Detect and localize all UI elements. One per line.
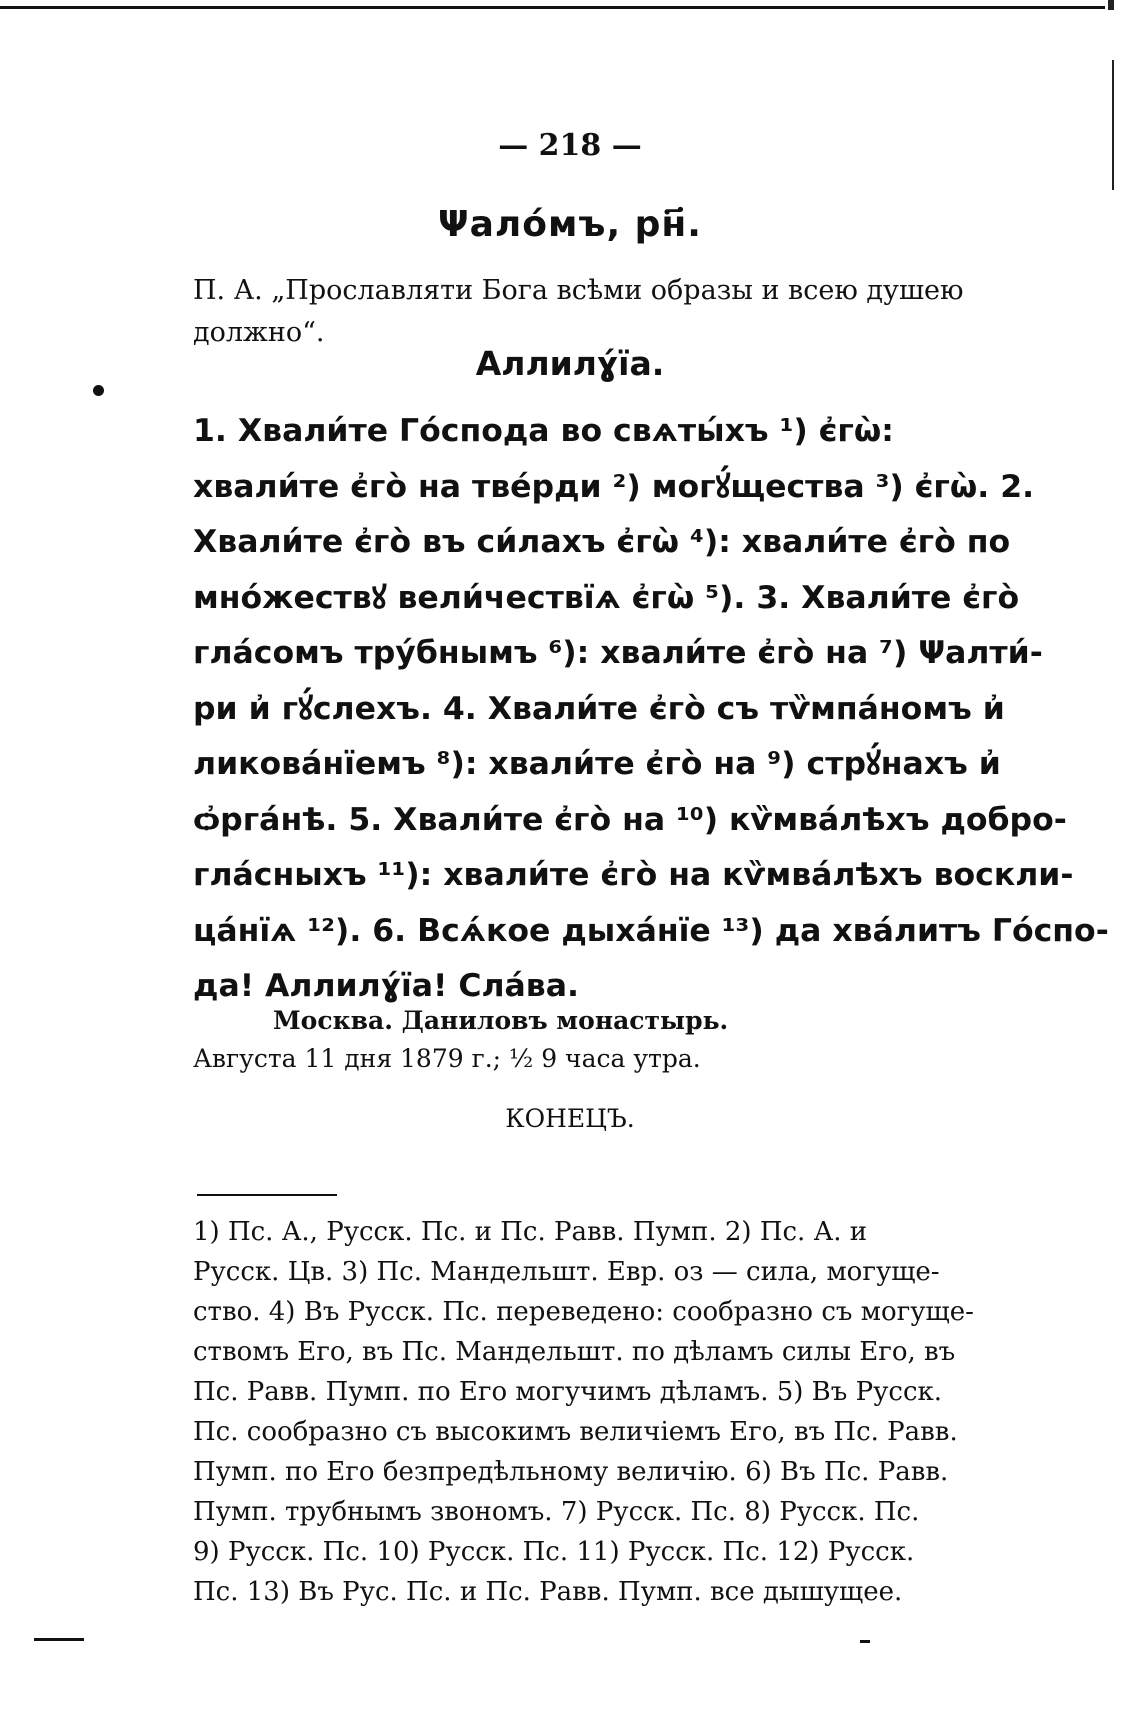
footnote-line: ствомъ Его, въ Пс. Мандельшт. по дѣламъ силы Его, въ [193, 1337, 956, 1367]
verse-line: Хвали́те є҆го̀ въ си́лахъ є҆гѡ̀ ⁴): хвали́те є҆го̀ по [193, 524, 1011, 560]
psalm-intro: П. А. „Прославляти Бога всѣми образы и всею душею должно“. [193, 275, 964, 348]
corner-mark [1108, 0, 1114, 10]
verse-line: 1. Хвали́те Го́спода во свѧты́хъ ¹) є҆гѡ̀: [193, 413, 894, 449]
colophon-date: Августа 11 дня 1879 г.; ½ 9 часа утра. [193, 1044, 701, 1073]
end-word: КОНЕЦЪ. [505, 1104, 635, 1133]
footnote-rule [197, 1194, 337, 1196]
footnote-line: Пумп. трубнымъ звономъ. 7) Русск. Пс. 8) Русск. Пс. [193, 1497, 920, 1527]
footnote-line: 9) Русск. Пс. 10) Русск. Пс. 11) Русск. Пс. 12) Русск. [193, 1537, 915, 1567]
bottom-tick [860, 1640, 870, 1643]
footnote-line: Русск. Цв. 3) Пс. Мандельшт. Евр. оз — сила, могуще- [193, 1257, 940, 1287]
verse-line: ликова́нїемъ ⁸): хвали́те є҆го̀ на ⁹) стрꙋ́нахъ и҆ [193, 746, 1001, 782]
footnotes [193, 1212, 1055, 1612]
bottom-dash [34, 1638, 84, 1641]
colophon [193, 1002, 728, 1078]
verse-line: гла́сныхъ ¹¹): хвали́те є҆го̀ на кѷмва́лѣхъ воскли- [193, 857, 1074, 893]
verse-line: хвали́те є҆го̀ на тве́рди ²) могꙋ́щества ³) є҆гѡ̀. 2. [193, 468, 1035, 505]
colophon-place: Москва. Даниловъ монастырь. [273, 1006, 729, 1035]
margin-rule [1112, 60, 1114, 190]
page-number: — 218 — [498, 128, 642, 163]
top-rule [0, 6, 1105, 9]
footnote-line: ство. 4) Въ Русск. Пс. переведено: сообразно съ могуще- [193, 1297, 974, 1327]
verse-line: гла́сомъ тру́бнымъ ⁶): хвали́те є҆го̀ на ⁷) Ψалти́- [193, 635, 1043, 671]
verse-line: ри и҆ гꙋ́слехъ. 4. Хвали́те є҆го̀ съ тѷмпа́номъ и҆ [193, 690, 1005, 727]
verse-line: ца́нїѧ ¹²). 6. Всѧ́кое дыха́нїе ¹³) да хва́литъ Го́спо- [193, 912, 1109, 949]
verse-line: да! Аллилɣ́їа! Сла́ва. [193, 968, 579, 1004]
psalm-title: Ψалóмъ, рн҃. [438, 204, 702, 245]
footnote-line: 1) Пс. А., Русск. Пс. и Пс. Равв. Пумп. 2) Пс. А. и [193, 1217, 868, 1247]
footnote-line: Пс. 13) Въ Рус. Пс. и Пс. Равв. Пумп. все дышущее. [193, 1577, 903, 1607]
footnote-line: Пс. Равв. Пумп. по Его могучимъ дѣламъ. 5) Въ Русск. [193, 1377, 943, 1407]
footnote-line: Пс. сообразно съ высокимъ величіемъ Его, въ Пс. Равв. [193, 1417, 958, 1447]
footnote-line: Пумп. по Его безпредѣльному величію. 6) Въ Пс. Равв. [193, 1457, 949, 1487]
margin-dot [93, 385, 104, 396]
psalm-verses [193, 404, 1109, 1015]
alleluia-heading: Аллилɣ́їа. [475, 344, 665, 383]
verse-line: мно́жествꙋ вели́чествїѧ є҆гѡ̀ ⁵). 3. Хвали́те є҆го̀ [193, 579, 1020, 616]
verse-line: ѻ҆рга́нѣ. 5. Хвали́те є҆го̀ на ¹⁰) кѷмва́лѣхъ добро- [193, 801, 1067, 838]
